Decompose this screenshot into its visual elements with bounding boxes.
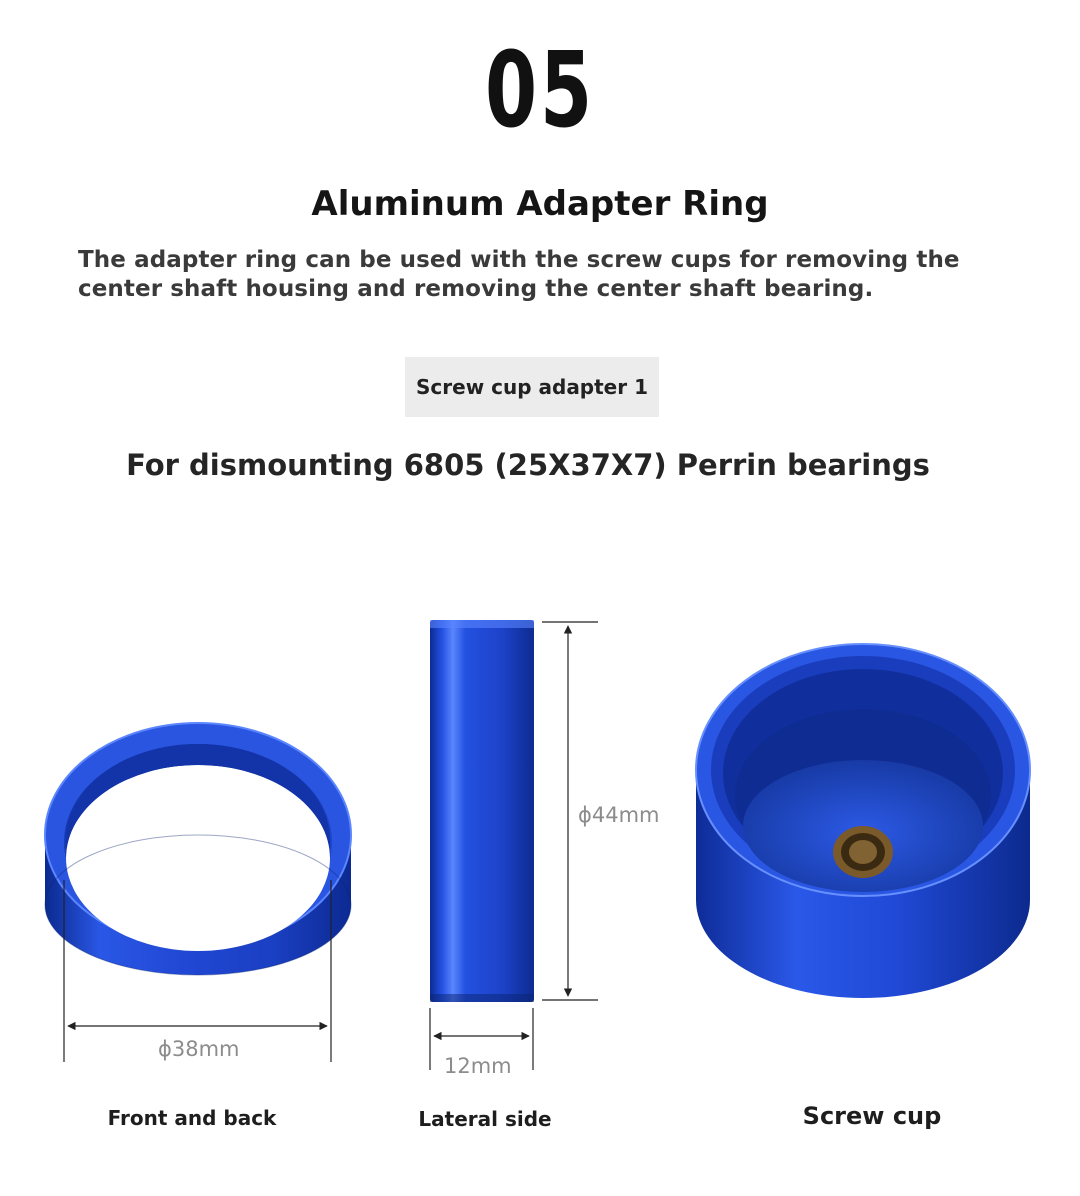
- section-number: 05: [485, 29, 595, 151]
- product-description: The adapter ring can be used with the screw cups for removing the center shaft housing and removing the center shaft bearing.: [78, 247, 960, 302]
- adapter-tag-label: Screw cup adapter 1: [416, 375, 648, 399]
- screw-cup-image: [696, 644, 1030, 998]
- caption-front-and-back: Front and back: [107, 1106, 277, 1130]
- page-title: Aluminum Adapter Ring: [311, 184, 769, 224]
- width-12-label: 12mm: [444, 1054, 512, 1078]
- diameter-38-label: ϕ38mm: [158, 1037, 240, 1061]
- caption-screw-cup: Screw cup: [802, 1102, 942, 1130]
- caption-lateral-side: Lateral side: [418, 1107, 552, 1131]
- lateral-ring-image: [430, 620, 534, 1002]
- bearing-subtitle: For dismounting 6805 (25X37X7) Perrin bearings: [126, 448, 930, 482]
- front-ring-image: [45, 723, 351, 975]
- height-44-label: ϕ44mm: [578, 803, 660, 827]
